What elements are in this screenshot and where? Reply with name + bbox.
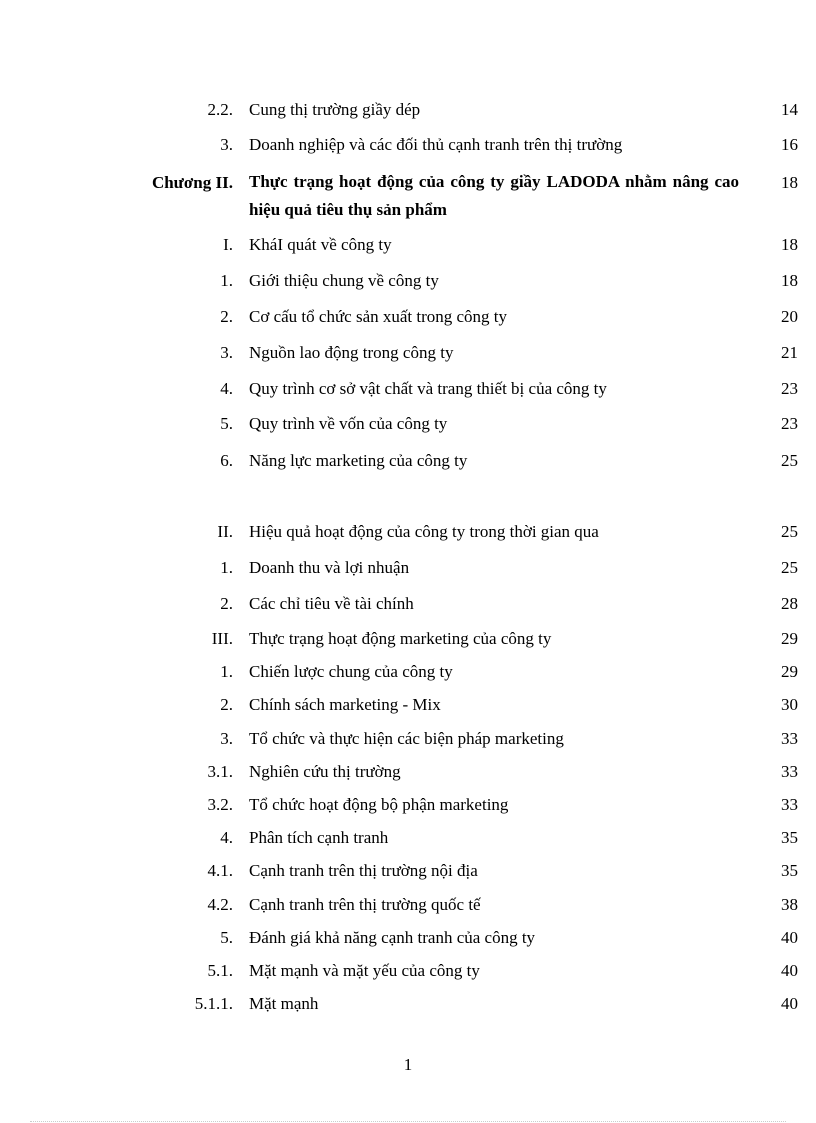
toc-number: 5. <box>220 414 233 433</box>
toc-chapter-number: Chương II. <box>151 173 233 192</box>
toc-page: 35 <box>781 861 798 880</box>
toc-number: 5. <box>220 928 233 947</box>
toc-title: Tổ chức hoạt động bộ phận marketing <box>249 795 509 814</box>
toc-title: Doanh thu và lợi nhuận <box>249 558 410 577</box>
toc-title: Các chỉ tiêu về tài chính <box>249 594 414 613</box>
toc-number: 3. <box>220 729 233 748</box>
toc-title: Nguồn lao động trong công ty <box>249 343 454 362</box>
toc-title: Mặt mạnh <box>249 994 319 1013</box>
toc-title: Cung thị trường giầy dép <box>249 100 421 119</box>
toc-page: 40 <box>781 928 798 947</box>
toc-page: 25 <box>781 522 798 541</box>
toc-page: 29 <box>781 662 798 681</box>
toc-page: 14 <box>781 100 798 119</box>
toc-title: Mặt mạnh và mặt yếu của công ty <box>249 961 480 980</box>
toc-number: III. <box>211 629 233 648</box>
toc-title: Cạnh tranh trên thị trường nội địa <box>249 861 478 880</box>
toc-title: Chiến lược chung của công ty <box>249 662 453 681</box>
toc-page: 25 <box>781 451 798 470</box>
toc-title: Tổ chức và thực hiện các biện pháp marketing <box>249 729 564 748</box>
toc-title: Chính sách marketing - Mix <box>249 695 441 714</box>
toc-number: 3. <box>220 343 233 362</box>
toc-number: 2. <box>220 695 233 714</box>
toc-number: I. <box>223 235 233 254</box>
toc-page: 38 <box>781 895 798 914</box>
toc-page: 18 <box>781 235 798 254</box>
toc-page: 33 <box>781 795 798 814</box>
toc-title: Quy trình về vốn của công ty <box>249 414 448 433</box>
toc-title: KháI quát về công ty <box>249 235 392 254</box>
toc-number: 2. <box>220 307 233 326</box>
toc-number: 1. <box>220 662 233 681</box>
toc-number: 2. <box>220 594 233 613</box>
toc-number: 1. <box>220 271 233 290</box>
toc-number: 4.2. <box>207 895 233 914</box>
toc-page: 16 <box>781 135 798 154</box>
page-number: 1 <box>403 1055 413 1074</box>
toc-title: Năng lực marketing của công ty <box>249 451 468 470</box>
toc-page: 33 <box>781 762 798 781</box>
toc-title: Hiệu quả hoạt động của công ty trong thời gian qua <box>249 522 599 541</box>
toc-title: Doanh nghiệp và các đối thủ cạnh tranh trên thị trường <box>249 135 623 154</box>
toc-page: 23 <box>781 414 798 433</box>
toc-number: 6. <box>220 451 233 470</box>
toc-number: 5.1. <box>207 961 233 980</box>
toc-number: 1. <box>220 558 233 577</box>
page-bottom-divider <box>30 1121 786 1122</box>
toc-title: Phân tích cạnh tranh <box>249 828 389 847</box>
toc-number: II. <box>217 522 233 541</box>
toc-page: 40 <box>781 994 798 1013</box>
toc-page: 21 <box>781 343 798 362</box>
toc-title: Nghiên cứu thị trường <box>249 762 401 781</box>
toc-title: Cơ cấu tổ chức sản xuất trong công ty <box>249 307 508 326</box>
toc-page: 40 <box>781 961 798 980</box>
toc-number: 4. <box>220 828 233 847</box>
toc-title: Giới thiệu chung về công ty <box>249 271 439 290</box>
toc-page: 30 <box>781 695 798 714</box>
toc-title: Cạnh tranh trên thị trường quốc tế <box>249 895 481 914</box>
toc-page: 33 <box>781 729 798 748</box>
toc-page: 25 <box>781 558 798 577</box>
toc-page: 28 <box>781 594 798 613</box>
toc-number: 3.2. <box>207 795 233 814</box>
toc-page: 20 <box>781 307 798 326</box>
toc-title: Thực trạng hoạt động marketing của công ty <box>249 629 552 648</box>
toc-number: 2.2. <box>207 100 233 119</box>
toc-chapter-title: Thực trạng hoạt động của công ty giầy LADODA nhằm nâng cao hiệu quả tiêu thụ sản phẩm <box>249 172 739 219</box>
toc-page: 35 <box>781 828 798 847</box>
toc-title: Quy trình cơ sở vật chất và trang thiết bị của công ty <box>249 379 607 398</box>
toc-page: 18 <box>781 271 798 290</box>
toc-page: 18 <box>781 173 798 192</box>
toc-number: 4.1. <box>207 861 233 880</box>
toc-number: 3. <box>220 135 233 154</box>
toc-number: 4. <box>220 379 233 398</box>
toc-page: 23 <box>781 379 798 398</box>
toc-page: 29 <box>781 629 798 648</box>
toc-number: 5.1.1. <box>194 994 233 1013</box>
toc-number: 3.1. <box>207 762 233 781</box>
toc-title: Đánh giá khả năng cạnh tranh của công ty <box>249 928 536 947</box>
